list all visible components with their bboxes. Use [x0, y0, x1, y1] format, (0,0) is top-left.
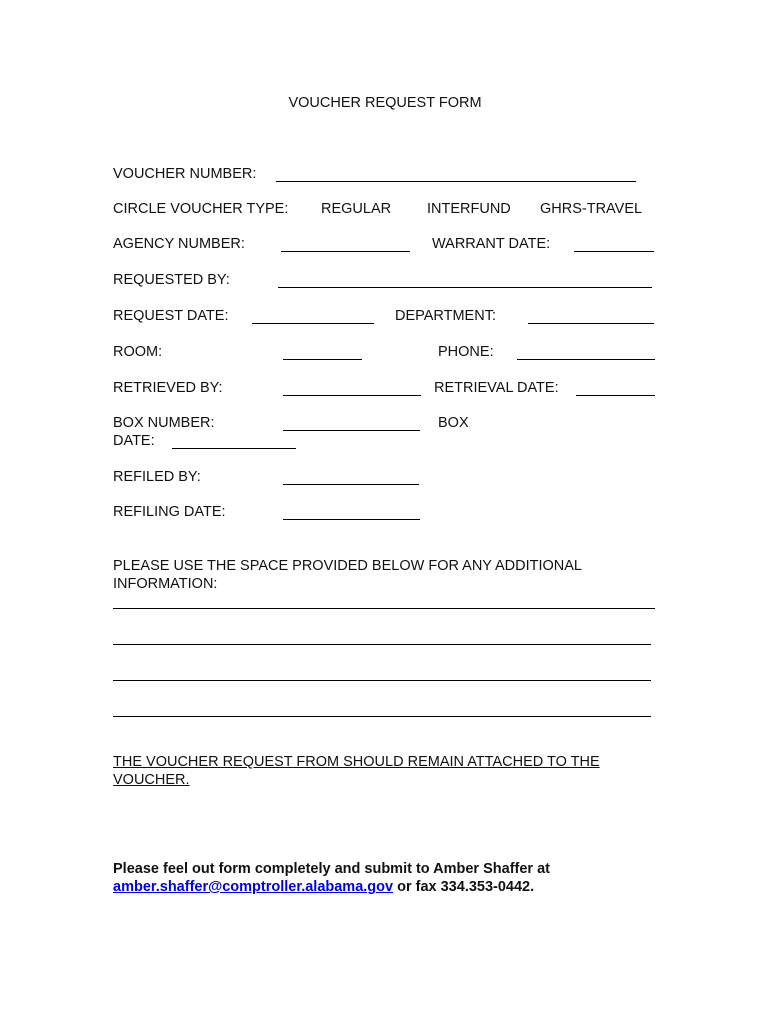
warrant-date-field[interactable]: [574, 251, 654, 252]
box-number-label: BOX NUMBER:: [113, 415, 215, 431]
requested-by-label: REQUESTED BY:: [113, 272, 230, 288]
retrieved-by-label: RETRIEVED BY:: [113, 380, 223, 396]
additional-info-line-3[interactable]: [113, 680, 651, 681]
department-field[interactable]: [528, 323, 654, 324]
warrant-date-label: WARRANT DATE:: [432, 236, 551, 252]
request-date-field[interactable]: [252, 323, 374, 324]
retrieval-date-label: RETRIEVAL DATE:: [434, 380, 559, 396]
attachment-notice-line-2: VOUCHER.: [113, 772, 190, 788]
form-title: VOUCHER REQUEST FORM: [288, 95, 482, 111]
additional-info-label: INFORMATION:: [113, 576, 218, 592]
submission-contact-line: [113, 879, 534, 896]
box-label: BOX: [438, 415, 469, 431]
refiling-date-field[interactable]: [283, 519, 420, 520]
refiled-by-field[interactable]: [283, 484, 419, 485]
additional-info-line-1[interactable]: [113, 608, 655, 609]
request-date-label: REQUEST DATE:: [113, 308, 229, 324]
submission-instruction: Please feel out form completely and submit to Amber Shaffer at: [113, 861, 550, 877]
voucher-number-field[interactable]: [276, 181, 636, 182]
room-field[interactable]: [283, 359, 362, 360]
voucher-type-ghrs-travel[interactable]: GHRS-TRAVEL: [540, 201, 643, 217]
voucher-type-interfund[interactable]: INTERFUND: [427, 201, 511, 217]
refiled-by-label: REFILED BY:: [113, 469, 201, 485]
attachment-notice-line-1: THE VOUCHER REQUEST FROM SHOULD REMAIN ATTACHED TO THE: [113, 754, 600, 770]
additional-info-line-2[interactable]: [113, 644, 651, 645]
voucher-number-label: VOUCHER NUMBER:: [113, 166, 257, 182]
additional-info-line-4[interactable]: [113, 716, 651, 717]
department-label: DEPARTMENT:: [395, 308, 496, 324]
retrieval-date-field[interactable]: [576, 395, 655, 396]
refiling-date-label: REFILING DATE:: [113, 504, 226, 520]
phone-label: PHONE:: [438, 344, 494, 360]
retrieved-by-field[interactable]: [283, 395, 421, 396]
circle-voucher-type-label: CIRCLE VOUCHER TYPE:: [113, 201, 289, 217]
agency-number-label: AGENCY NUMBER:: [113, 236, 245, 252]
box-number-field[interactable]: [283, 430, 420, 431]
box-date-label: DATE:: [113, 433, 155, 449]
email-link[interactable]: amber.shaffer@comptroller.alabama.gov: [113, 879, 394, 895]
agency-number-field[interactable]: [281, 251, 410, 252]
room-label: ROOM:: [113, 344, 163, 360]
fax-text: or fax 334.353-0442.: [393, 879, 535, 895]
phone-field[interactable]: [517, 359, 655, 360]
voucher-type-regular[interactable]: REGULAR: [321, 201, 392, 217]
box-date-field[interactable]: [172, 448, 296, 449]
requested-by-field[interactable]: [278, 287, 652, 288]
additional-info-instruction: PLEASE USE THE SPACE PROVIDED BELOW FOR ANY ADDITIONAL: [113, 558, 582, 574]
